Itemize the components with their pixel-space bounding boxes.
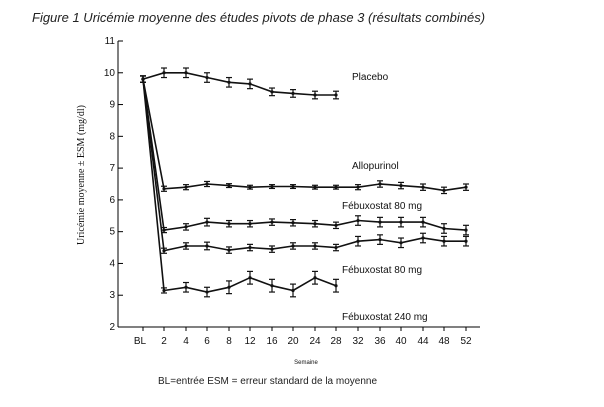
- series-label-3: Fébuxostat 80 mg: [342, 201, 423, 212]
- data-point: [356, 219, 359, 222]
- data-point: [442, 189, 445, 192]
- data-point: [184, 71, 187, 74]
- data-point: [184, 244, 187, 247]
- data-point: [334, 246, 337, 249]
- data-point: [162, 249, 165, 252]
- x-tick-label: 6: [204, 336, 210, 347]
- x-tick-label: 24: [309, 336, 321, 347]
- data-point: [227, 222, 230, 225]
- data-point: [227, 184, 230, 187]
- data-point: [313, 222, 316, 225]
- data-point: [313, 276, 316, 279]
- x-tick-label: 28: [330, 336, 342, 347]
- data-point: [248, 186, 251, 189]
- x-tick-label: 8: [226, 336, 232, 347]
- data-point: [227, 248, 230, 251]
- series-label-5: Fébuxostat 240 mg: [342, 312, 428, 323]
- data-point: [205, 290, 208, 293]
- x-tick-label: 4: [183, 336, 189, 347]
- x-axis-label: Semaine: [294, 360, 318, 366]
- data-point: [421, 221, 424, 224]
- y-tick-label: 11: [104, 36, 115, 47]
- x-tick-label: 36: [374, 336, 386, 347]
- x-tick-label: BL: [133, 336, 147, 347]
- data-point: [270, 185, 273, 188]
- data-point: [227, 286, 230, 289]
- data-point: [313, 186, 316, 189]
- series-line: [143, 79, 336, 292]
- data-point: [227, 81, 230, 84]
- x-tick-label: 16: [266, 336, 278, 347]
- series-label-2: Allopurinol: [352, 161, 399, 172]
- data-point: [334, 93, 337, 96]
- data-point: [378, 182, 381, 185]
- data-point: [464, 186, 467, 189]
- data-point: [248, 276, 251, 279]
- y-tick-label: 3: [109, 290, 115, 302]
- y-tick-labels: [104, 36, 123, 333]
- data-point: [270, 221, 273, 224]
- data-point: [399, 221, 402, 224]
- figure-title: Figure 1 Uricémie moyenne des études pivots de phase 3 (résultats combinés): [32, 10, 486, 25]
- data-point: [421, 236, 424, 239]
- x-tick-label: 48: [438, 336, 450, 347]
- data-point: [184, 186, 187, 189]
- x-tick-label: 44: [417, 336, 429, 347]
- data-point: [270, 90, 273, 93]
- data-point: [184, 286, 187, 289]
- data-point: [248, 246, 251, 249]
- data-point: [421, 186, 424, 189]
- footnote: BL=entrée ESM = erreur standard de la moyenne: [158, 376, 378, 387]
- x-tick-label: 52: [460, 336, 472, 347]
- series-1: [140, 68, 339, 99]
- y-tick-label: 9: [109, 99, 115, 111]
- data-point: [291, 244, 294, 247]
- series-labels: [342, 72, 428, 323]
- data-point: [464, 228, 467, 231]
- data-point: [313, 93, 316, 96]
- x-tick-label: 32: [352, 336, 364, 347]
- data-point: [291, 289, 294, 292]
- y-axis-label: Uricémie moyenne ± ESM (mg/dl): [76, 105, 87, 245]
- y-tick-label: 8: [109, 131, 115, 143]
- data-point: [291, 185, 294, 188]
- y-tick-label: 2: [109, 322, 115, 333]
- x-tick-label: 40: [395, 336, 407, 347]
- data-point: [248, 222, 251, 225]
- data-point: [291, 92, 294, 95]
- data-point: [162, 228, 165, 231]
- data-point: [399, 241, 402, 244]
- data-point: [141, 78, 144, 81]
- data-point: [334, 224, 337, 227]
- data-point: [270, 284, 273, 287]
- data-point: [205, 182, 208, 185]
- y-tick-label: 4: [109, 258, 115, 270]
- data-point: [313, 244, 316, 247]
- data-point: [378, 221, 381, 224]
- y-tick-label: 5: [109, 226, 115, 238]
- x-tick-labels: [134, 327, 472, 347]
- data-point: [356, 186, 359, 189]
- data-point: [378, 238, 381, 241]
- y-tick-label: 6: [109, 194, 115, 206]
- data-point: [184, 225, 187, 228]
- data-point: [291, 221, 294, 224]
- data-point: [334, 186, 337, 189]
- data-point: [205, 221, 208, 224]
- x-tick-label: 2: [161, 336, 167, 347]
- data-point: [205, 244, 208, 247]
- data-point: [442, 227, 445, 230]
- x-tick-label: 12: [244, 336, 256, 347]
- data-point: [270, 248, 273, 251]
- series-label-1: Placebo: [352, 72, 389, 83]
- data-point: [464, 240, 467, 243]
- series-line: [143, 79, 466, 190]
- data-point: [399, 184, 402, 187]
- data-point: [162, 71, 165, 74]
- series-layer: [140, 68, 469, 297]
- data-point: [334, 284, 337, 287]
- data-point: [162, 187, 165, 190]
- y-tick-label: 10: [103, 67, 115, 79]
- data-point: [356, 240, 359, 243]
- data-point: [162, 289, 165, 292]
- x-tick-label: 20: [287, 336, 299, 347]
- data-point: [248, 82, 251, 85]
- data-point: [442, 240, 445, 243]
- series-line: [143, 73, 336, 95]
- y-tick-label: 7: [109, 163, 115, 175]
- series-label-4: Fébuxostat 80 mg: [342, 265, 423, 276]
- data-point: [205, 76, 208, 79]
